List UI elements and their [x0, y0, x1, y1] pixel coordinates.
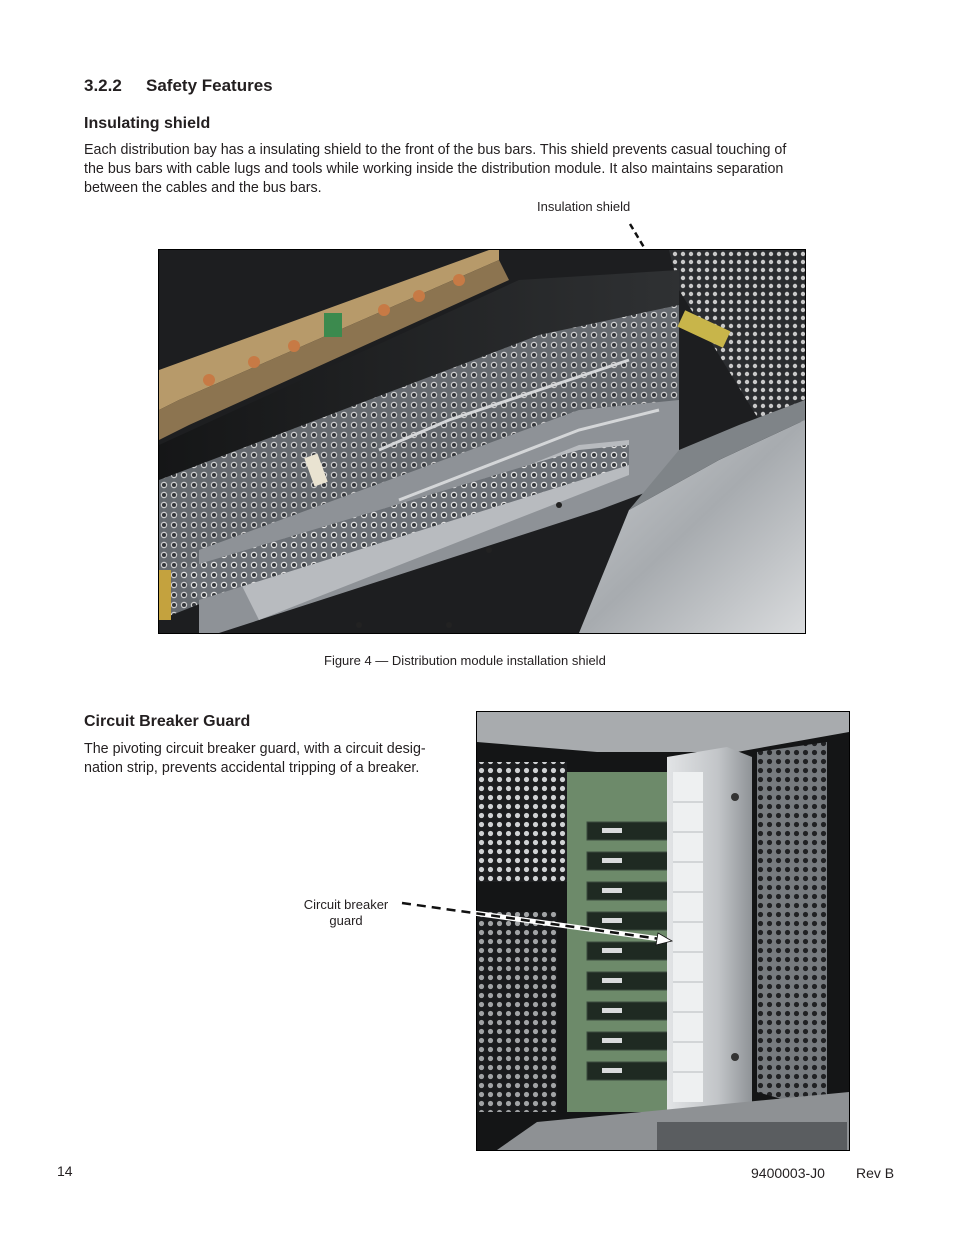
insulating-shield-paragraph — [84, 141, 884, 198]
section-title: Safety Features — [146, 76, 273, 95]
circuit-breaker-guard-paragraph — [84, 740, 464, 778]
paragraph-line: the bus bars with cable lugs and tools while working inside the distribution module. It also maintains separation — [84, 161, 784, 177]
page-number: 14 — [57, 1163, 73, 1179]
circuit-breaker-guard-callout — [296, 897, 396, 929]
section-number: 3.2.2 — [84, 76, 122, 95]
paragraph-line: Each distribution bay has a insulating shield to the front of the bus bars. This shield prevents casual touching of — [84, 142, 787, 158]
revision: Rev B — [856, 1165, 895, 1181]
insulating-shield-heading: Insulating shield — [84, 115, 211, 132]
circuit-breaker-guard-heading: Circuit Breaker Guard — [84, 713, 251, 730]
insulation-shield-callout: Insulation shield — [537, 199, 631, 214]
callout-arrow-2 — [398, 895, 678, 950]
paragraph-line: The pivoting circuit breaker guard, with a circuit desig- — [84, 741, 426, 757]
figure-4-photo — [158, 249, 806, 634]
document-id: 9400003-J0 — [751, 1165, 825, 1181]
figure-4-caption: Figure 4 — Distribution module installation shield — [324, 653, 606, 668]
callout-line: guard — [329, 913, 363, 928]
paragraph-line: nation strip, prevents accidental tripping of a breaker. — [84, 760, 420, 776]
paragraph-line: between the cables and the bus bars. — [84, 180, 322, 196]
callout-line: Circuit breaker — [303, 897, 389, 912]
section-heading — [84, 76, 273, 96]
